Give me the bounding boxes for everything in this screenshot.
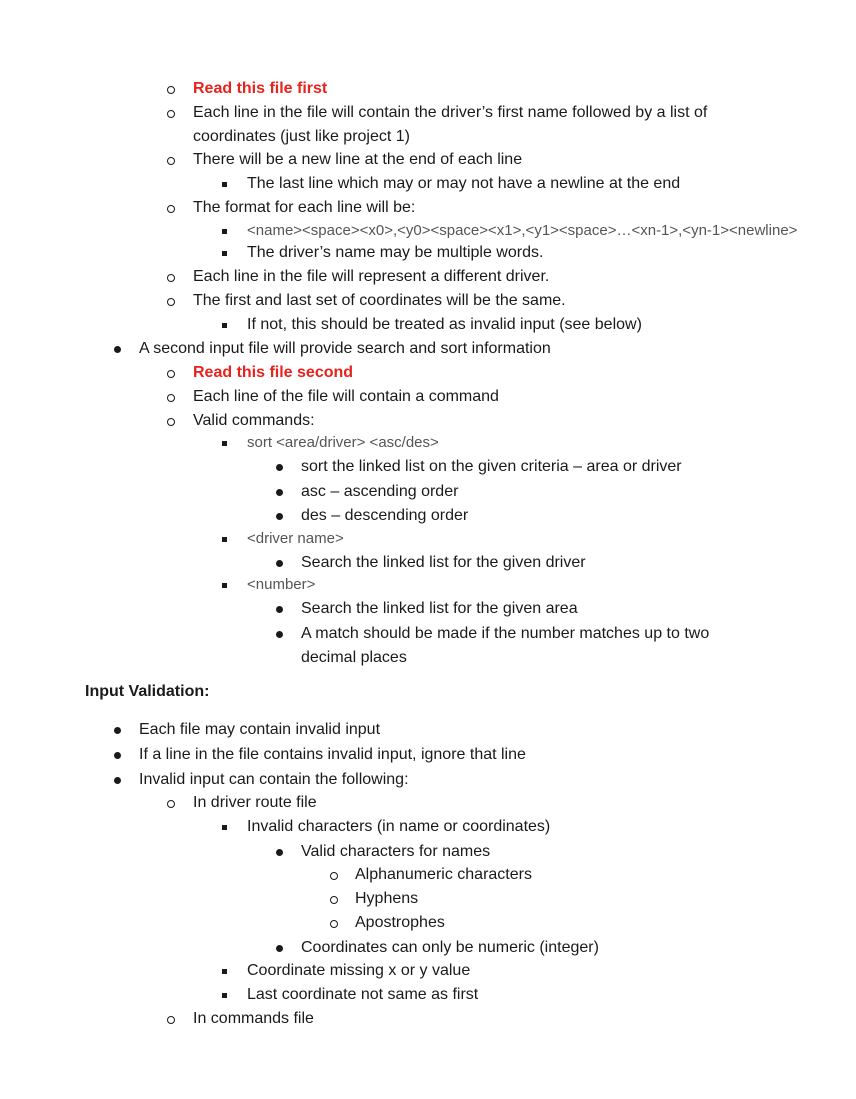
list-item: Valid characters for names [301, 843, 491, 860]
list-item: In commands file [193, 1010, 314, 1027]
list-item: des – descending order [301, 507, 469, 524]
list-item: The first and last set of coordinates will be the same. [193, 292, 566, 309]
list-item: If not, this should be treated as invalid input (see below) [247, 316, 642, 333]
list-item: Hyphens [355, 890, 419, 907]
list-item: The format for each line will be: [193, 199, 416, 216]
list-item: In driver route file [193, 794, 317, 811]
list-item: The last line which may or may not have a newline at the end [247, 175, 681, 192]
command-spec: <number> [247, 576, 316, 593]
read-second-note: Read this file second [193, 364, 354, 381]
command-spec: sort <area/driver> <asc/des> [247, 434, 439, 451]
list-item-continuation: coordinates (just like project 1) [193, 128, 410, 145]
list-item: Apostrophes [355, 914, 445, 931]
list-item: Last coordinate not same as first [247, 986, 479, 1003]
list-item: asc – ascending order [301, 483, 459, 500]
list-item: Invalid characters (in name or coordinates) [247, 818, 551, 835]
read-first-note: Read this file first [193, 80, 328, 97]
list-item: Search the linked list for the given area [301, 600, 578, 617]
command-spec: <driver name> [247, 530, 344, 547]
list-item: A second input file will provide search and sort information [139, 340, 551, 357]
list-item: Coordinates can only be numeric (integer) [301, 939, 599, 956]
list-item: The driver’s name may be multiple words. [247, 244, 544, 261]
list-item-continuation: decimal places [301, 649, 407, 666]
section-heading: Input Validation: [85, 683, 210, 700]
list-item: Each line in the file will contain the driver’s first name followed by a list of [193, 104, 708, 121]
list-item: A match should be made if the number matches up to two [301, 625, 710, 642]
list-item: There will be a new line at the end of each line [193, 151, 523, 168]
list-item: Search the linked list for the given driver [301, 554, 586, 571]
list-item: Each line in the file will represent a different driver. [193, 268, 550, 285]
list-item: Alphanumeric characters [355, 866, 532, 883]
format-spec: <name><space><x0>,<y0><space><x1>,<y1><space>…<xn-1>,<yn-1><newline> [247, 222, 798, 239]
list-item: Each line of the file will contain a command [193, 388, 499, 405]
list-item: sort the linked list on the given criteria – area or driver [301, 458, 682, 475]
list-item: Coordinate missing x or y value [247, 962, 471, 979]
list-item: If a line in the file contains invalid input, ignore that line [139, 746, 526, 763]
list-item: Each file may contain invalid input [139, 721, 381, 738]
list-item: Valid commands: [193, 412, 315, 429]
list-item: Invalid input can contain the following: [139, 771, 409, 788]
